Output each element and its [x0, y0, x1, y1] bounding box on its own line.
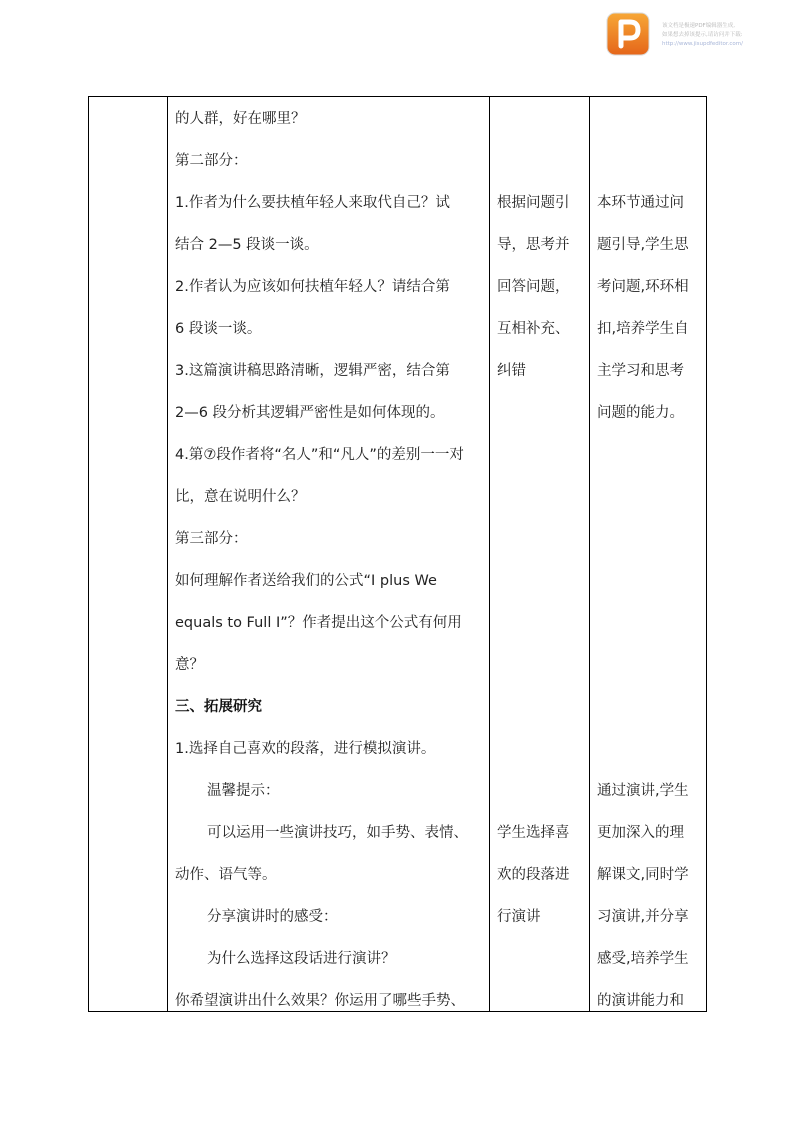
- lesson-plan-table: [88, 96, 707, 1012]
- question-item: 2.作者认为应该如何扶植年轻人？请结合第: [175, 279, 450, 295]
- content-line: 2—6 段分析其逻辑严密性是如何体现的。: [175, 405, 445, 421]
- intent-line: 的演讲能力和: [597, 993, 684, 1009]
- intent-line: 感受,培养学生: [597, 951, 689, 967]
- pdf-editor-logo-icon: [606, 12, 650, 56]
- intent-line: 通过演讲,学生: [597, 783, 689, 799]
- content-line: 结合 2—5 段谈一谈。: [175, 237, 319, 253]
- content-line: 动作、语气等。: [175, 867, 277, 883]
- intent-line: 本环节通过问: [597, 195, 684, 211]
- column-divider: [489, 97, 490, 1011]
- intent-line: 解课文,同时学: [597, 867, 689, 883]
- question-item: 3.这篇演讲稿思路清晰，逻辑严密，结合第: [175, 363, 450, 379]
- intent-line: 更加深入的理: [597, 825, 684, 841]
- activity-line: 学生选择喜: [497, 825, 570, 841]
- share-heading: 分享演讲时的感受：: [207, 909, 338, 925]
- question-item: 如何理解作者送给我们的公式“I plus We: [175, 573, 437, 589]
- activity-line: 欢的段落进: [497, 867, 570, 883]
- column-divider: [589, 97, 590, 1011]
- question-item: 4.第⑦段作者将“名人”和“凡人”的差别一一对: [175, 447, 464, 463]
- activity-line: 互相补充、: [497, 321, 570, 337]
- content-line: 比，意在说明什么？: [175, 489, 306, 505]
- watermark-url[interactable]: http://www.jisupdfeditor.com/: [662, 41, 743, 47]
- column-divider: [167, 97, 168, 1011]
- task-item: 1.选择自己喜欢的段落，进行模拟演讲。: [175, 741, 436, 757]
- section-title-extension-research: 三、拓展研究: [175, 699, 262, 715]
- reflection-question: 你希望演讲出什么效果？你运用了哪些手势、: [175, 993, 465, 1009]
- intent-line: 扣,培养学生自: [597, 321, 689, 337]
- activity-line: 根据问题引: [497, 195, 570, 211]
- activity-line: 行演讲: [497, 909, 541, 925]
- intent-line: 题引导,学生思: [597, 237, 689, 253]
- stage-column: [89, 97, 167, 1011]
- question-item: 1.作者为什么要扶植年轻人来取代自己？试: [175, 195, 450, 211]
- watermark-line-1: 该文档是极速PDF编辑器生成,: [662, 23, 735, 29]
- watermark: [606, 12, 776, 60]
- reflection-question: 为什么选择这段话进行演讲？: [207, 951, 396, 967]
- intent-line: 习演讲,并分享: [597, 909, 689, 925]
- section-heading: 第三部分：: [175, 531, 248, 547]
- activity-line: 导，思考并: [497, 237, 570, 253]
- content-line: 的人群，好在哪里？: [175, 111, 306, 127]
- intent-line: 主学习和思考: [597, 363, 684, 379]
- activity-line: 回答问题，: [497, 279, 570, 295]
- tip-text: 可以运用一些演讲技巧，如手势、表情、: [207, 825, 468, 841]
- watermark-text: [662, 22, 782, 49]
- intent-line: 考问题,环环相: [597, 279, 689, 295]
- activity-line: 纠错: [497, 363, 526, 379]
- content-line: equals to Full I”？作者提出这个公式有何用: [175, 615, 462, 631]
- watermark-line-2: 如果想去掉该提示,请访问并下载:: [662, 32, 743, 38]
- content-line: 6 段谈一谈。: [175, 321, 262, 337]
- content-line: 意？: [175, 657, 204, 673]
- intent-line: 问题的能力。: [597, 405, 684, 421]
- section-heading: 第二部分：: [175, 153, 248, 169]
- tip-heading: 温馨提示：: [207, 783, 280, 799]
